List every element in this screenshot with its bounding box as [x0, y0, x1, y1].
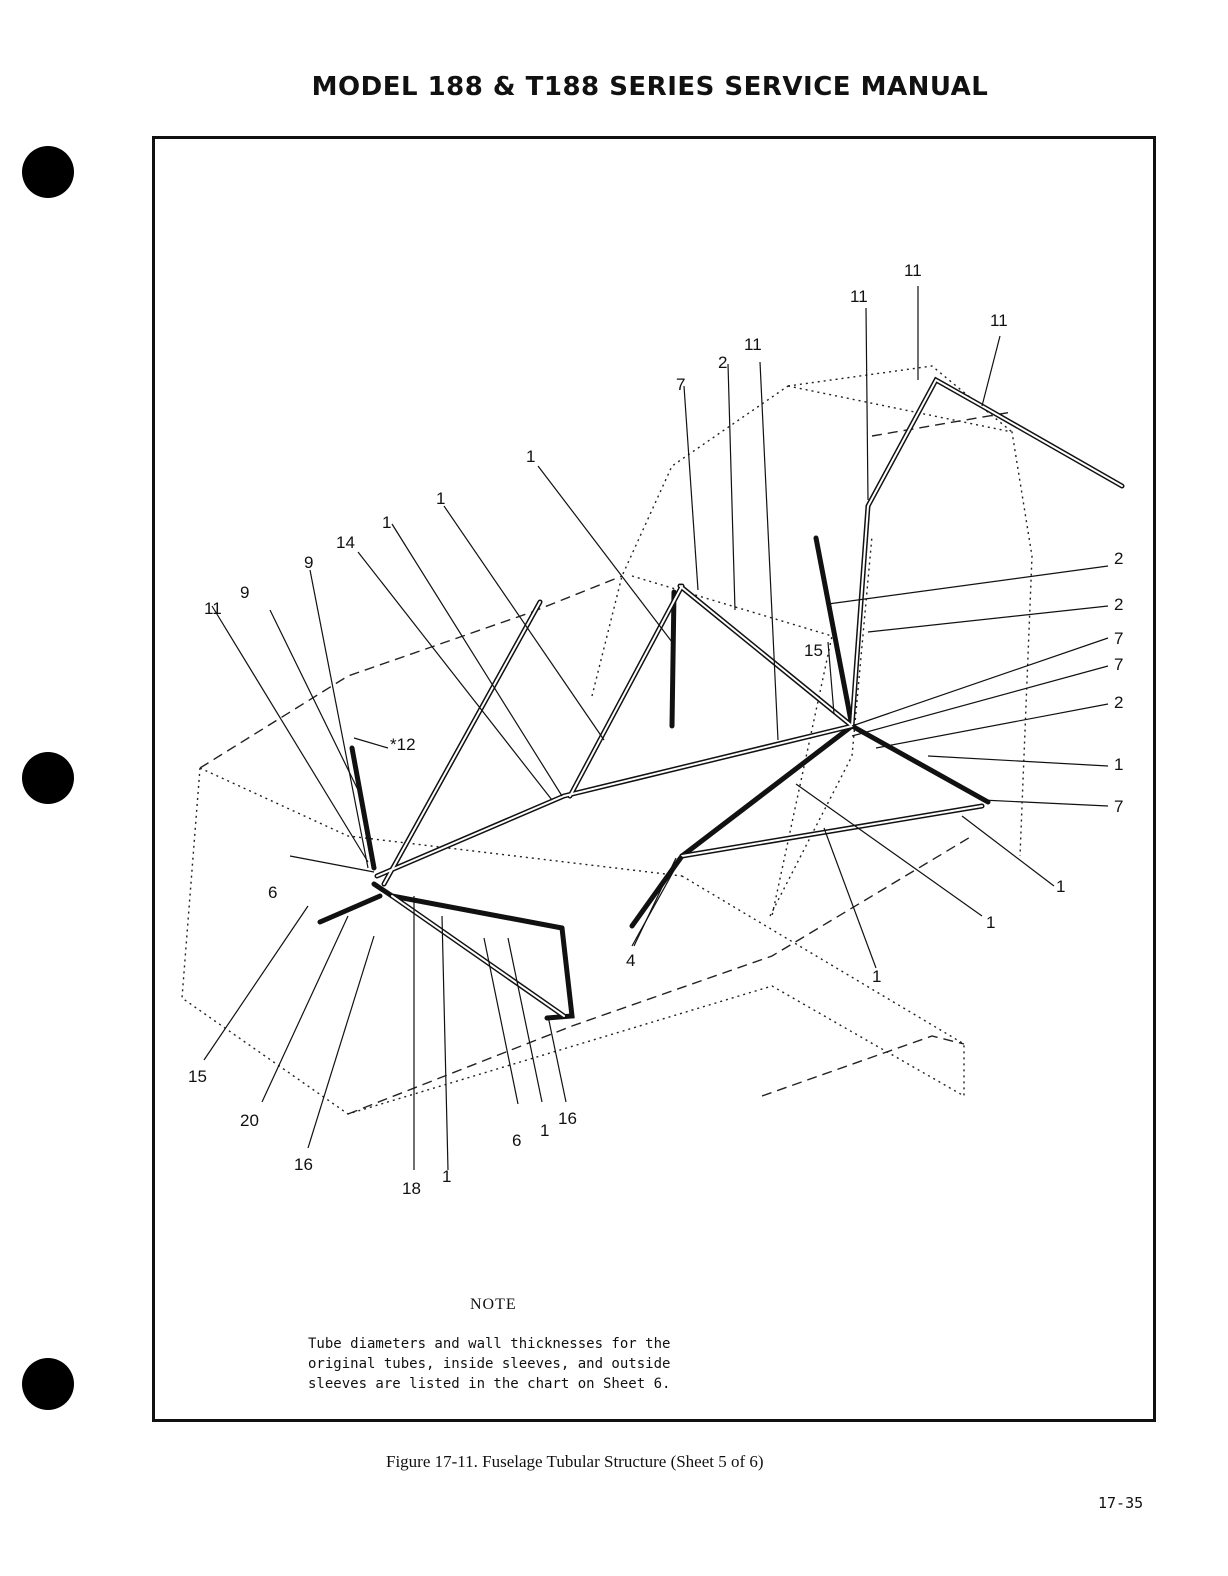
page-number: 17-35 [1098, 1494, 1144, 1512]
figure-caption: Figure 17-11. Fuselage Tubular Structure (Sheet 5 of 6) [386, 1452, 764, 1471]
callout-1-d: 1 [1114, 755, 1124, 774]
callout-2-d: 2 [1114, 693, 1124, 712]
fuselage-tubular-structure-diagram [152, 136, 1156, 1286]
callout-1-g: 1 [872, 967, 882, 986]
callout-1-c: 1 [382, 513, 392, 532]
callout-7-a: 7 [676, 375, 686, 394]
callout-1-f: 1 [986, 913, 996, 932]
callout-1-i: 1 [540, 1121, 550, 1140]
callout-6-b: 6 [512, 1131, 522, 1150]
callout-11-d: 11 [744, 335, 762, 354]
callout-6-a: 6 [268, 883, 278, 902]
callout-15-a: 15 [804, 641, 823, 660]
callout-7-b: 7 [1114, 629, 1124, 648]
note-line-1: Tube diameters and wall thicknesses for the [308, 1336, 671, 1352]
callout-7-c: 7 [1114, 655, 1124, 674]
fuselage-outline-dashed [200, 412, 1012, 1114]
callout-16-b: 16 [558, 1109, 577, 1128]
tube-members [320, 380, 1122, 1018]
callout-9-b: 9 [240, 583, 250, 602]
callout-11-f: 11 [204, 599, 222, 618]
callout-16-a: 16 [294, 1155, 313, 1174]
callout-2-a: 2 [718, 353, 728, 372]
binder-hole-bottom [22, 1358, 74, 1410]
callout-18: 18 [402, 1179, 421, 1198]
callout-1-e: 1 [1056, 877, 1066, 896]
binder-hole-top [22, 146, 74, 198]
note-line-2: original tubes, inside sleeves, and outside [308, 1356, 671, 1372]
callout-9-a: 9 [304, 553, 314, 572]
callout-11-c: 11 [990, 311, 1008, 330]
callout-14: 14 [336, 533, 355, 552]
callout-4: 4 [626, 951, 636, 970]
callout-2-c: 2 [1114, 595, 1124, 614]
note-body [308, 1334, 728, 1394]
page-header-title: MODEL 188 & T188 SERIES SERVICE MANUAL [311, 72, 989, 102]
binder-hole-middle [22, 752, 74, 804]
callout-20: 20 [240, 1111, 259, 1130]
callout-2-b: 2 [1114, 549, 1124, 568]
callout-11-b: 11 [850, 287, 868, 306]
fuselage-outline-dotted [182, 366, 1032, 1114]
callout-1-a: 1 [526, 447, 536, 466]
note-line-3: sleeves are listed in the chart on Sheet 6. [308, 1376, 671, 1392]
callout-7-d: 7 [1114, 797, 1124, 816]
callout-15-b: 15 [188, 1067, 207, 1086]
callout-11-a: 11 [904, 261, 922, 280]
callout-1-b: 1 [436, 489, 446, 508]
callout-12: *12 [390, 735, 416, 754]
callout-1-h: 1 [442, 1167, 452, 1186]
note-title: NOTE [470, 1296, 517, 1313]
